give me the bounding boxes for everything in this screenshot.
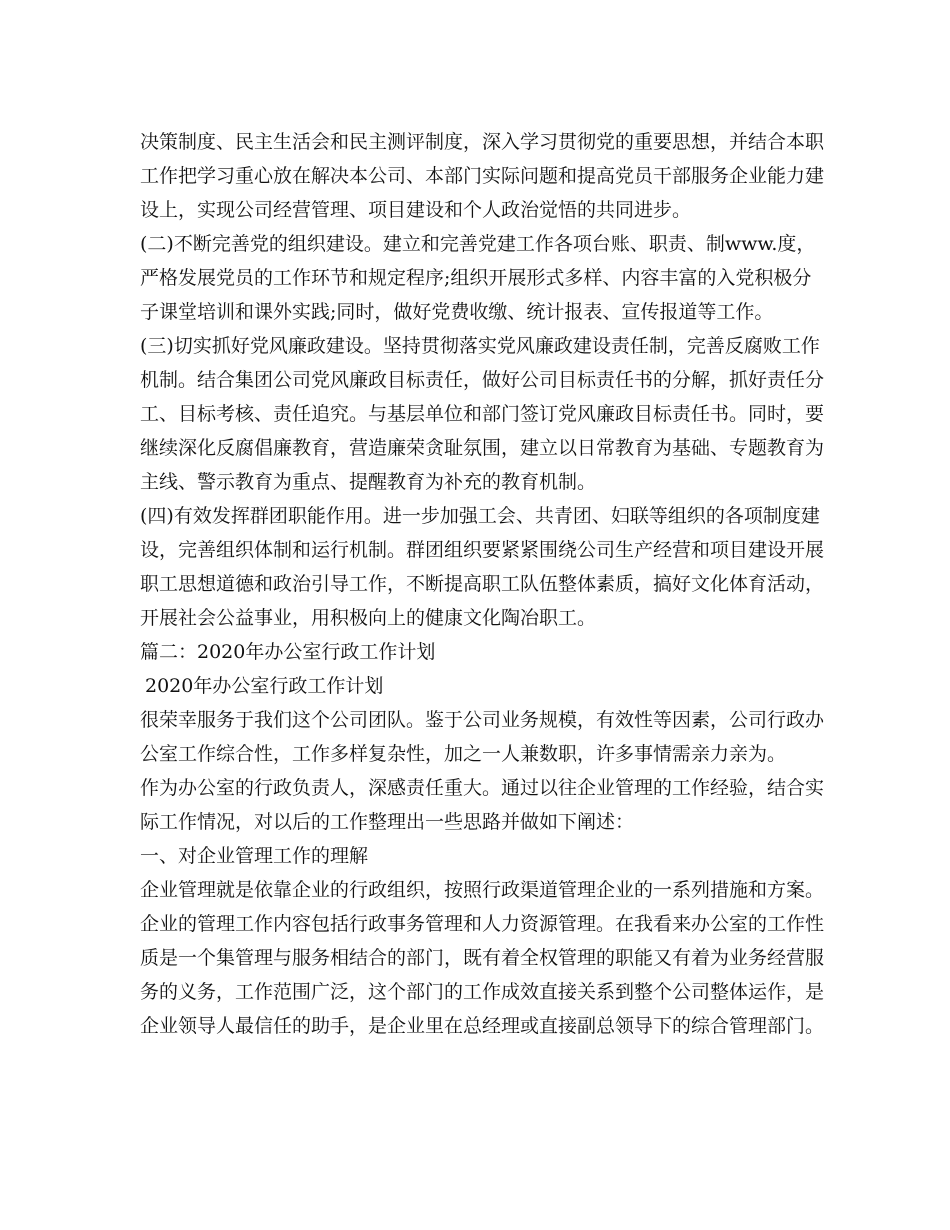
text-line: 很荣幸服务于我们这个公司团队。鉴于公司业务规模，有效性等因素，公司行政办 [140,709,825,731]
text-line: 开展社会公益事业，用积极向上的健康文化陶冶职工。 [140,607,597,629]
section-heading: 篇二：2020年办公室行政工作计划 [140,641,436,663]
text-line: 设上，实现公司经营管理、项目建设和个人政治觉悟的共同进步。 [140,199,692,221]
text-line: 严格发展党员的工作环节和规定程序;组织开展形式多样、内容丰富的入党积极分 [140,267,812,289]
text-line: 企业管理就是依靠企业的行政组织，按照行政渠道管理企业的一系列措施和方案。 [140,879,825,901]
text-line: 务的义务，工作范围广泛，这个部门的工作成效直接关系到整个公司整体运作，是 [140,981,825,1003]
text-line: 作为办公室的行政负责人，深感责任重大。通过以往企业管理的工作经验，结合实 [140,777,825,799]
text-line: 公室工作综合性，工作多样复杂性，加之一人兼数职，许多事情需亲力亲为。 [140,743,787,765]
text-line: 企业的管理工作内容包括行政事务管理和人力资源管理。在我看来办公室的工作性 [140,913,825,935]
subsection-heading: 一、对企业管理工作的理解 [140,845,369,867]
text-line: 决策制度、民主生活会和民主测评制度，深入学习贯彻党的重要思想，并结合本职 [140,131,825,153]
text-line: 机制。结合集团公司党风廉政目标责任，做好公司目标责任书的分解，抓好责任分 [140,369,825,391]
text-line: 子课堂培训和课外实践;同时，做好党费收缴、统计报表、宣传报道等工作。 [140,301,774,323]
text-line: 企业领导人最信任的助手，是企业里在总经理或直接副总领导下的综合管理部门。 [140,1015,825,1037]
text-line: 质是一个集管理与服务相结合的部门，既有着全权管理的职能又有着为业务经营服 [140,947,825,969]
text-line: 际工作情况，对以后的工作整理出一些思路并做如下阐述： [140,811,635,833]
text-line: 工、目标考核、责任追究。与基层单位和部门签订党风廉政目标责任书。同时，要 [140,403,825,425]
text-line: (四)有效发挥群团职能作用。进一步加强工会、共青团、妇联等组织的各项制度建 [140,505,820,527]
text-line: 设，完善组织体制和运行机制。群团组织要紧紧围绕公司生产经营和项目建设开展 [140,539,825,561]
text-line: (二)不断完善党的组织建设。建立和完善党建工作各项台账、职责、制www.度， [140,233,816,255]
text-line: 工作把学习重心放在解决本公司、本部门实际问题和提高党员干部服务企业能力建 [140,165,825,187]
text-line: 继续深化反腐倡廉教育，营造廉荣贪耻氛围，建立以日常教育为基础、专题教育为 [140,437,825,459]
text-line: (三)切实抓好党风廉政建设。坚持贯彻落实党风廉政建设责任制，完善反腐败工作 [140,335,820,357]
text-line: 职工思想道德和政治引导工作，不断提高职工队伍整体素质，搞好文化体育活动， [140,573,825,595]
section-title: 2020年办公室行政工作计划 [145,675,384,697]
text-line: 主线、警示教育为重点、提醒教育为补充的教育机制。 [140,471,597,493]
